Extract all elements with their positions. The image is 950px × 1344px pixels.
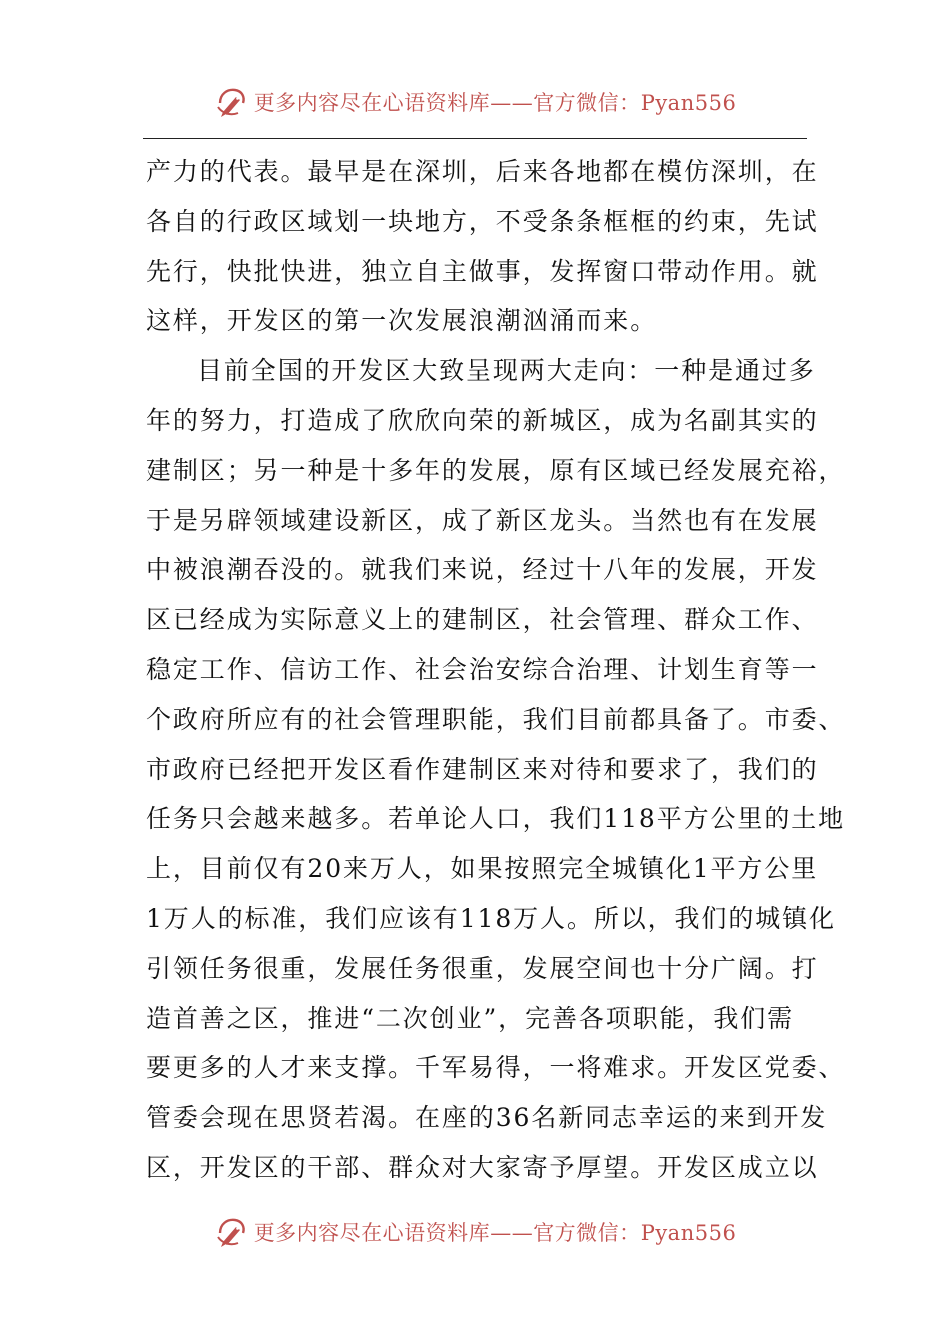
- text-line: 区，开发区的干部、群众对大家寄予厚望。开发区成立以: [146, 1152, 819, 1182]
- text-line: 产力的代表。最早是在深圳，后来各地都在模仿深圳，在: [146, 157, 819, 186]
- paragraph-2: [146, 346, 846, 1193]
- header-official-label: 官方微信：: [533, 91, 641, 115]
- header-banner-title: 更多内容尽在心语资料库: [253, 91, 491, 115]
- pen-nib-logo-icon: [214, 85, 248, 119]
- document-body: [146, 147, 846, 1193]
- text-line: 建制区；另一种是十多年的发展，原有区域已经发展充裕，: [146, 455, 846, 485]
- header-banner-text: [254, 87, 737, 117]
- text-line: 先行，快批快进，独立自主做事，发挥窗口带动作用。就: [146, 256, 819, 286]
- footer-banner-title: 更多内容尽在心语资料库: [253, 1221, 491, 1245]
- text-line: 1万人的标准，我们应该有118万人。所以，我们的城镇化: [146, 903, 836, 933]
- text-line: 市政府已经把开发区看作建制区来对待和要求了，我们的: [146, 754, 819, 784]
- footer-official-label: 官方微信：: [533, 1221, 641, 1245]
- text-line: 引领任务很重，发展任务很重，发展空间也十分广阔。打: [146, 953, 819, 983]
- footer-banner-text: [254, 1217, 737, 1247]
- text-line: 这样，开发区的第一次发展浪潮汹涌而来。: [146, 306, 658, 336]
- text-line: 要更多的人才来支撑。千军易得，一将难求。开发区党委、: [146, 1053, 846, 1083]
- header-wechat-handle: Pyan556: [640, 91, 737, 115]
- pen-nib-logo-icon: [214, 1215, 248, 1249]
- footer-banner-dash: ——: [490, 1221, 534, 1245]
- text-line: 稳定工作、信访工作、社会治安综合治理、计划生育等一: [146, 654, 819, 684]
- text-line: 年的努力，打造成了欣欣向荣的新城区，成为名副其实的: [146, 405, 819, 435]
- text-line: 中被浪潮吞没的。就我们来说，经过十八年的发展，开发: [146, 555, 819, 585]
- text-line: 于是另辟领域建设新区，成了新区龙头。当然也有在发展: [146, 505, 819, 535]
- header-rule: [143, 138, 807, 139]
- text-line: 任务只会越来越多。若单论人口，我们118平方公里的土地: [146, 804, 846, 834]
- paragraph-1: [146, 147, 819, 346]
- text-line: 造首善之区，推进“二次创业”，完善各项职能，我们需: [146, 1003, 795, 1033]
- header-banner: [0, 82, 950, 122]
- text-line: 上，目前仅有20来万人，如果按照完全城镇化1平方公里: [146, 854, 819, 884]
- text-line: 个政府所应有的社会管理职能，我们目前都具备了。市委、: [146, 704, 846, 734]
- text-line: 管委会现在思贤若渴。在座的36名新同志幸运的来到开发: [146, 1103, 828, 1133]
- footer-wechat-handle: Pyan556: [640, 1221, 737, 1245]
- text-line: 各自的行政区域划一块地方，不受条条框框的约束，先试: [146, 206, 819, 236]
- text-line: 区已经成为实际意义上的建制区，社会管理、群众工作、: [146, 605, 819, 635]
- footer-banner: [0, 1212, 950, 1252]
- text-line: 目前全国的开发区大致呈现两大走向：一种是通过多: [197, 356, 816, 386]
- header-banner-dash: ——: [490, 91, 534, 115]
